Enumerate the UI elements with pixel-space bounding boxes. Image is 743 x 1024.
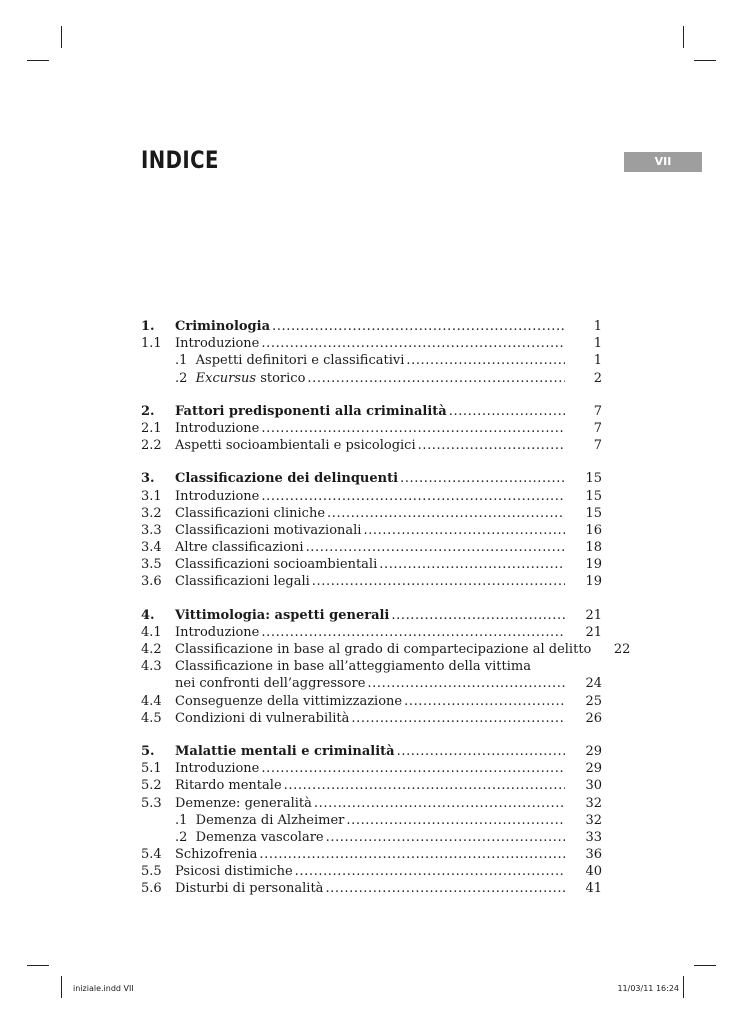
- toc-leader-dots: [418, 437, 565, 454]
- toc-leader-dots: [312, 573, 565, 590]
- crop-mark-bottom-left: [61, 976, 62, 998]
- toc-number: 4.3: [141, 659, 162, 675]
- toc-section-row[interactable]: [141, 675, 602, 692]
- toc-leader-dots: [261, 420, 565, 437]
- toc-chapter-row[interactable]: [141, 318, 602, 335]
- toc-page-number: 1: [593, 336, 602, 352]
- toc-page-number: 21: [585, 607, 602, 623]
- page-number-tab: VII: [624, 152, 702, 172]
- toc-title: Criminologia: [175, 319, 271, 334]
- toc-number: 4.4: [141, 693, 162, 709]
- toc-section-row[interactable]: [141, 693, 602, 710]
- toc-number: 4.1: [141, 624, 162, 640]
- toc-title: Disturbi di personalità: [175, 881, 324, 897]
- toc-section-row[interactable]: [141, 335, 602, 352]
- toc-section-row[interactable]: [141, 812, 602, 829]
- toc-section-row[interactable]: [141, 863, 602, 880]
- toc-gap: [141, 454, 602, 470]
- toc-section-row[interactable]: [141, 795, 602, 812]
- toc-page-number: 25: [585, 693, 602, 709]
- date-slug: 11/03/11 16:24: [617, 984, 679, 993]
- toc-leader-dots: [284, 777, 565, 794]
- toc-section-row[interactable]: [141, 370, 602, 387]
- toc-number: 4.: [141, 607, 155, 623]
- toc-title: .2 Demenza vascolare: [175, 829, 324, 845]
- toc-leader-dots: [406, 352, 565, 369]
- toc-title: Introduzione: [175, 624, 260, 640]
- toc-title: Classificazioni legali: [175, 574, 310, 590]
- toc-title: Condizioni di vulnerabilità: [175, 710, 350, 726]
- toc-section-row[interactable]: [141, 641, 631, 658]
- toc-gap: [141, 727, 602, 743]
- toc-title: Introduzione: [175, 488, 260, 504]
- toc-page-number: 19: [585, 557, 602, 573]
- toc-number: 2.: [141, 403, 155, 419]
- toc-page-number: 16: [585, 522, 602, 538]
- toc-page-number: 32: [585, 812, 602, 828]
- toc-page-number: 7: [593, 403, 602, 419]
- toc-leader-dots: [346, 812, 565, 829]
- toc-page-number: 26: [585, 710, 602, 726]
- toc-page-number: 15: [585, 505, 602, 521]
- toc-page-number: 7: [593, 438, 602, 454]
- crop-mark-top-left-h: [27, 60, 49, 61]
- toc-number: 5.4: [141, 847, 162, 863]
- toc-page-number: 1: [593, 353, 602, 369]
- toc-leader-dots: [327, 505, 565, 522]
- toc-section-row[interactable]: [141, 846, 602, 863]
- toc-number: 5.3: [141, 795, 162, 811]
- toc-leader-dots: [379, 556, 565, 573]
- toc-number: 1.1: [141, 336, 162, 352]
- toc-leader-dots: [314, 795, 565, 812]
- toc-section-row[interactable]: [141, 420, 602, 437]
- toc-leader-dots: [295, 863, 565, 880]
- toc-page-number: 30: [585, 778, 602, 794]
- toc-page-number: 32: [585, 795, 602, 811]
- toc-leader-dots: [261, 624, 565, 641]
- toc-page-number: 19: [585, 574, 602, 590]
- toc-section-row[interactable]: [141, 710, 602, 727]
- toc-number: 4.2: [141, 642, 162, 657]
- toc-section-row[interactable]: [141, 352, 602, 369]
- toc-leader-dots: [261, 488, 565, 505]
- toc-title: nei confronti dell’aggressore: [175, 676, 366, 692]
- toc-chapter-row[interactable]: [141, 403, 602, 420]
- toc-title: Ritardo mentale: [175, 778, 282, 794]
- toc-title-prefix: .2: [175, 370, 196, 386]
- toc-section-row[interactable]: [141, 556, 602, 573]
- crop-mark-bottom-right: [683, 976, 684, 998]
- toc-chapter-row[interactable]: [141, 743, 602, 760]
- toc-page-number: 29: [585, 761, 602, 777]
- toc-leader-dots: [397, 743, 565, 760]
- toc-page-number: 2: [593, 370, 602, 386]
- toc-title: Schizofrenia: [175, 847, 258, 863]
- toc-chapter-row[interactable]: [141, 470, 602, 487]
- toc-leader-dots: [261, 760, 565, 777]
- toc-title: Malattie mentali e criminalità: [175, 743, 395, 759]
- toc-leader-dots: [404, 693, 565, 710]
- toc-page-number: 15: [585, 471, 602, 487]
- toc-number: 4.5: [141, 710, 162, 726]
- toc-number: 3.1: [141, 488, 162, 504]
- toc-title: Vittimologia: aspetti generali: [175, 607, 390, 623]
- toc-page-number: 40: [585, 864, 602, 880]
- toc-number: 5.1: [141, 761, 162, 777]
- toc-title-suffix: storico: [256, 370, 306, 386]
- toc-number: 3.3: [141, 522, 162, 538]
- toc-number: 3.6: [141, 574, 162, 590]
- toc-number: 1.: [141, 319, 155, 334]
- toc-number: 3.5: [141, 557, 162, 573]
- crop-mark-top-right-h: [694, 60, 716, 61]
- toc-section-row[interactable]: [141, 437, 602, 454]
- toc-page-number: 41: [585, 881, 602, 897]
- crop-mark-bottom-left-h: [27, 965, 49, 966]
- toc-section-row[interactable]: [141, 777, 602, 794]
- toc-number: 5.2: [141, 778, 162, 794]
- toc-page-number: 24: [585, 676, 602, 692]
- toc-number: 2.1: [141, 420, 162, 436]
- toc-title: Classificazione in base all’atteggiamento della vittima: [175, 659, 531, 675]
- page-title: INDICE: [141, 146, 219, 174]
- toc-title: Classificazione in base al grado di compartecipazione al delitto: [175, 642, 592, 657]
- toc-title: Fattori predisponenti alla criminalità: [175, 403, 447, 419]
- toc-section-row[interactable]: [141, 573, 602, 590]
- toc-title: Introduzione: [175, 336, 260, 352]
- toc-title: Classificazioni socioambientali: [175, 557, 378, 573]
- toc-section-row[interactable]: [141, 880, 602, 897]
- toc-leader-dots: [259, 846, 565, 863]
- toc-leader-dots: [367, 675, 565, 692]
- toc-section-row[interactable]: [141, 829, 602, 846]
- table-of-contents: [141, 318, 631, 898]
- toc-number: 3.: [141, 471, 155, 487]
- toc-page-number: 29: [585, 743, 602, 759]
- toc-title: Altre classificazioni: [175, 540, 304, 556]
- toc-page-number: 21: [585, 624, 602, 640]
- toc-leader-dots: [400, 470, 565, 487]
- toc-section-row[interactable]: [141, 658, 602, 675]
- toc-title: [175, 370, 305, 387]
- toc-page-number: 1: [593, 319, 602, 334]
- toc-leader-dots: [326, 829, 565, 846]
- toc-page-number: 7: [593, 420, 602, 436]
- toc-number: 5.: [141, 743, 155, 759]
- toc-leader-dots: [391, 607, 565, 624]
- toc-page-number: 33: [585, 829, 602, 845]
- file-slug: iniziale.indd VII: [73, 984, 134, 993]
- toc-leader-dots: [351, 710, 565, 727]
- toc-leader-dots: [325, 880, 565, 897]
- toc-number: 3.4: [141, 540, 162, 556]
- toc-leader-dots: [307, 370, 565, 387]
- toc-page-number: 36: [585, 847, 602, 863]
- toc-leader-dots: [261, 335, 565, 352]
- toc-title: Classificazione dei delinquenti: [175, 471, 399, 487]
- toc-chapter-row[interactable]: [141, 607, 602, 624]
- toc-page-number: 22: [613, 642, 631, 657]
- toc-section-row[interactable]: [141, 539, 602, 556]
- toc-page-number: 18: [585, 540, 602, 556]
- toc-section-row[interactable]: [141, 488, 602, 505]
- toc-leader-dots: [306, 539, 565, 556]
- toc-title: Classificazioni cliniche: [175, 505, 326, 521]
- crop-mark-bottom-right-h: [694, 965, 716, 966]
- toc-title-italic: Excursus: [195, 370, 257, 386]
- toc-title: Classificazioni motivazionali: [175, 522, 362, 538]
- toc-title: .1 Aspetti definitori e classificativi: [175, 353, 405, 369]
- toc-number: 3.2: [141, 505, 162, 521]
- toc-title: Aspetti socioambientali e psicologici: [175, 438, 416, 454]
- toc-title: Introduzione: [175, 420, 260, 436]
- toc-leader-dots: [363, 522, 565, 539]
- toc-title: Conseguenze della vittimizzazione: [175, 693, 403, 709]
- toc-number: 5.5: [141, 864, 162, 880]
- crop-mark-top-right: [683, 26, 684, 48]
- toc-title: Psicosi distimiche: [175, 864, 293, 880]
- toc-gap: [141, 387, 602, 403]
- toc-page-number: 15: [585, 488, 602, 504]
- toc-leader-dots: [272, 318, 565, 335]
- toc-section-row[interactable]: [141, 505, 602, 522]
- toc-section-row[interactable]: [141, 760, 602, 777]
- toc-title: Demenze: generalità: [175, 795, 312, 811]
- toc-number: 5.6: [141, 881, 162, 897]
- toc-title: Introduzione: [175, 761, 260, 777]
- crop-mark-top-left: [61, 26, 62, 48]
- toc-section-row[interactable]: [141, 522, 602, 539]
- toc-leader-dots: [449, 403, 565, 420]
- toc-gap: [141, 591, 602, 607]
- toc-section-row[interactable]: [141, 624, 602, 641]
- toc-number: 2.2: [141, 438, 162, 454]
- toc-title: .1 Demenza di Alzheimer: [175, 812, 345, 828]
